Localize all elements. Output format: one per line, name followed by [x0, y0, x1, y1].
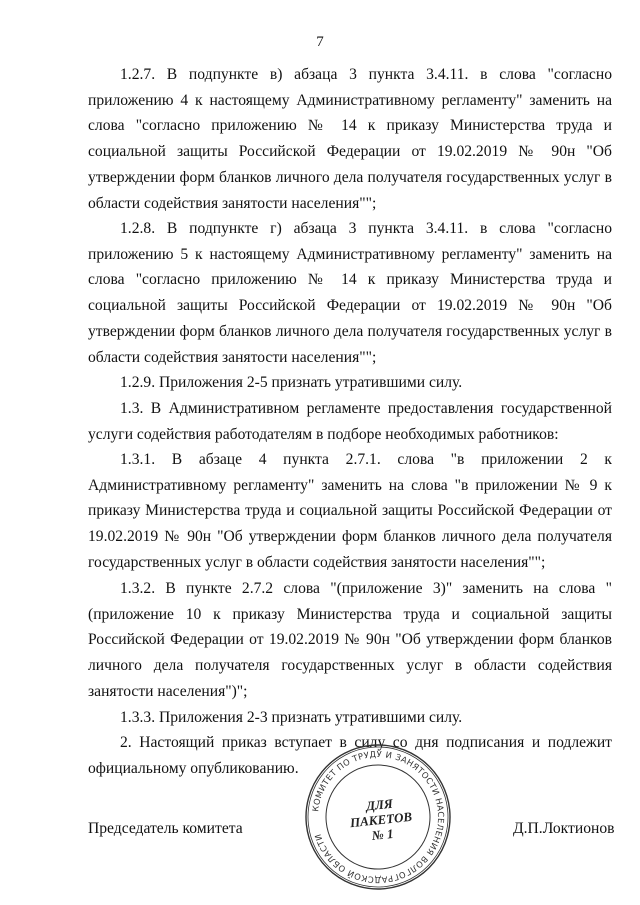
- seal-ring-text: КОМИТЕТ ПО ТРУДУ И ЗАНЯТОСТИ НАСЕЛЕНИЯ ВОЛГОГРАДСКОЙ ОБЛАСТИ: [310, 748, 447, 886]
- seal-center: [344, 793, 418, 845]
- paragraph-1-3-3: 1.3.3. Приложения 2-3 признать утратившими силу.: [120, 709, 463, 726]
- seal-center-line3: № 1: [371, 825, 395, 844]
- page-number: 7: [316, 34, 324, 50]
- paragraph-1-3-1: 1.3.1. В абзаце 4 пункта 2.7.1. слова "в приложении 2 к Административному регламенту" заменить на слова "в приложении № 9 к приказу Министерства труда и социальной защиты Российской Федерации от 19.02.2019 № 90н "Об утверждении форм бланков личного дела получателя государственных услуг в области содействия занятости населения"";: [88, 451, 612, 571]
- signature-name: Д.П.Локтионов: [513, 820, 615, 837]
- paragraph-1-3-2: 1.3.2. В пункте 2.7.2 слова "(приложение 3)" заменить на слова "(приложение 10 к приказу Министерства труда и социальной защиты Российской Федерации от 19.02.2019 № 90н "Об утверждении форм бланков личного дела получателя государственных услуг в области содействия занятости населения")";: [88, 580, 612, 700]
- paragraph-1-3: 1.3. В Административном регламенте предоставления государственной услуги содействия работодателям в подборе необходимых работников:: [88, 400, 612, 443]
- seal-center-line2: ПАКЕТОВ: [349, 808, 413, 831]
- paragraph-1-2-9: 1.2.9. Приложения 2-5 признать утратившими силу.: [120, 374, 463, 391]
- seal-center-line1: ДЛЯ: [365, 795, 394, 814]
- paragraph-1-2-7: 1.2.7. В подпункте в) абзаца 3 пункта 3.4.11. в слова "согласно приложению 4 к настоящему Административному регламенту" заменить на слова "согласно приложению № 14 к приказу Министерства труда и социальной защиты Российской Федерации от 19.02.2019 № 90н "Об утверждении форм бланков личного дела получателя государственных услуг в области содействия занятости населения"";: [88, 66, 612, 212]
- paragraph-1-2-8: 1.2.8. В подпункте г) абзаца 3 пункта 3.4.11. в слова "согласно приложению 5 к настоящему Административному регламенту" заменить на слова "согласно приложению № 14 к приказу Министерства труда и социальной защиты Российской Федерации от 19.02.2019 № 90н "Об утверждении форм бланков личного дела получателя государственных услуг в области содействия занятости населения"";: [88, 220, 612, 366]
- signature-position: Председатель комитета: [88, 820, 243, 837]
- paragraph-2: 2. Настоящий приказ вступает в силу со дня подписания и подлежит официальному опубликованию.: [88, 734, 612, 777]
